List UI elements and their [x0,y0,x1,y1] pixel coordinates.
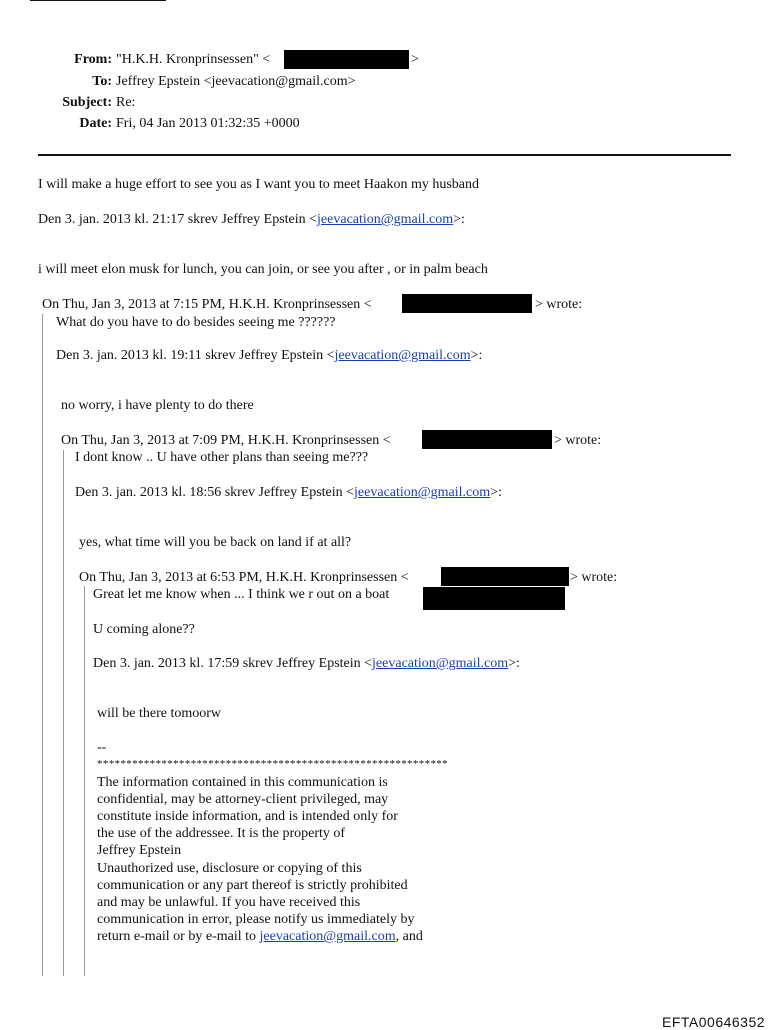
subject-value: Re: [116,95,136,110]
from-value: "H.K.H. Kronprinsessen" < [116,52,271,67]
attribution-text: Den 3. jan. 2013 kl. 21:17 skrev Jeffrey Epstein < [38,212,318,227]
quote-attribution: > wrote: [554,433,602,448]
from-close: > [411,52,419,67]
signature-stars: ************************************************************ [97,758,448,770]
redaction-box [402,294,532,313]
quote-attribution: > wrote: [570,570,618,585]
attribution-text: Den 3. jan. 2013 kl. 19:11 skrev Jeffrey Epstein < [56,348,335,363]
disclaimer-line: communication in error, please notify us immediately by [97,912,415,927]
redaction-box [423,587,565,610]
disclaimer-line: Jeffrey Epstein [97,843,182,858]
email-link[interactable]: jeevacation@gmail.com [372,656,509,671]
quote-attribution [56,348,482,364]
message-line: Great let me know when ... I think we r out on a boat [93,587,390,602]
email-link[interactable]: jeevacation@gmail.com [259,929,396,944]
signature-dash: -- [97,740,107,755]
attribution-text: >: [470,348,483,363]
attribution-text: Den 3. jan. 2013 kl. 18:56 skrev Jeffrey Epstein < [75,485,355,500]
top-rule [30,0,166,1]
subject-label: Subject: [62,95,112,110]
quote-bar [63,450,64,976]
message-line: I will make a huge effort to see you as I want you to meet Haakon my husband [38,177,480,192]
disclaimer-line [97,929,423,945]
header-divider [38,154,731,156]
quote-attribution: On Thu, Jan 3, 2013 at 6:53 PM, H.K.H. Kronprinsessen < [79,570,409,585]
disclaimer-line: communication or any part thereof is strictly prohibited [97,878,408,893]
disclaimer-line: confidential, may be attorney-client privileged, may [97,792,389,807]
quote-bar [42,314,43,976]
message-line: i will meet elon musk for lunch, you can join, or see you after , or in palm beach [38,262,488,277]
quote-attribution [38,212,465,228]
attribution-text: >: [453,212,465,227]
email-link[interactable]: jeevacation@gmail.com [334,348,471,363]
quote-attribution: On Thu, Jan 3, 2013 at 7:09 PM, H.K.H. Kronprinsessen < [61,433,391,448]
message-line: I dont know .. U have other plans than seeing me??? [75,450,369,465]
disclaimer-line: the use of the addressee. It is the property of [97,826,346,841]
date-value: Fri, 04 Jan 2013 01:32:35 +0000 [116,116,300,131]
message-line: will be there tomoorw [97,706,222,721]
disclaimer-text: , and [395,929,423,944]
email-link[interactable]: jeevacation@gmail.com [354,485,491,500]
bates-number: EFTA00646352 [662,1014,766,1030]
redaction-box [284,50,409,69]
redaction-box [422,430,552,449]
message-line: no worry, i have plenty to do there [61,398,254,413]
quote-attribution: > wrote: [535,297,583,312]
disclaimer-line: constitute inside information, and is intended only for [97,809,398,824]
attribution-text: >: [490,485,502,500]
to-value: Jeffrey Epstein <jeevacation@gmail.com> [116,74,356,89]
quote-attribution [93,656,520,672]
attribution-text: Den 3. jan. 2013 kl. 17:59 skrev Jeffrey Epstein < [93,656,373,671]
disclaimer-line: The information contained in this communication is [97,775,388,790]
quote-bar [84,586,85,976]
disclaimer-text: return e-mail or by e-mail to [97,929,260,944]
quote-attribution: On Thu, Jan 3, 2013 at 7:15 PM, H.K.H. Kronprinsessen < [42,297,372,312]
to-label: To: [92,74,112,89]
disclaimer-line: and may be unlawful. If you have received this [97,895,361,910]
message-line: yes, what time will you be back on land if at all? [79,535,352,550]
quote-attribution [75,485,502,501]
disclaimer-line: Unauthorized use, disclosure or copying of this [97,861,362,876]
email-link[interactable]: jeevacation@gmail.com [317,212,454,227]
date-label: Date: [79,116,112,131]
redaction-box [441,567,569,586]
message-line: What do you have to do besides seeing me ?????? [56,315,336,330]
message-line: U coming alone?? [93,622,195,637]
attribution-text: >: [508,656,520,671]
from-label: From: [74,52,112,67]
